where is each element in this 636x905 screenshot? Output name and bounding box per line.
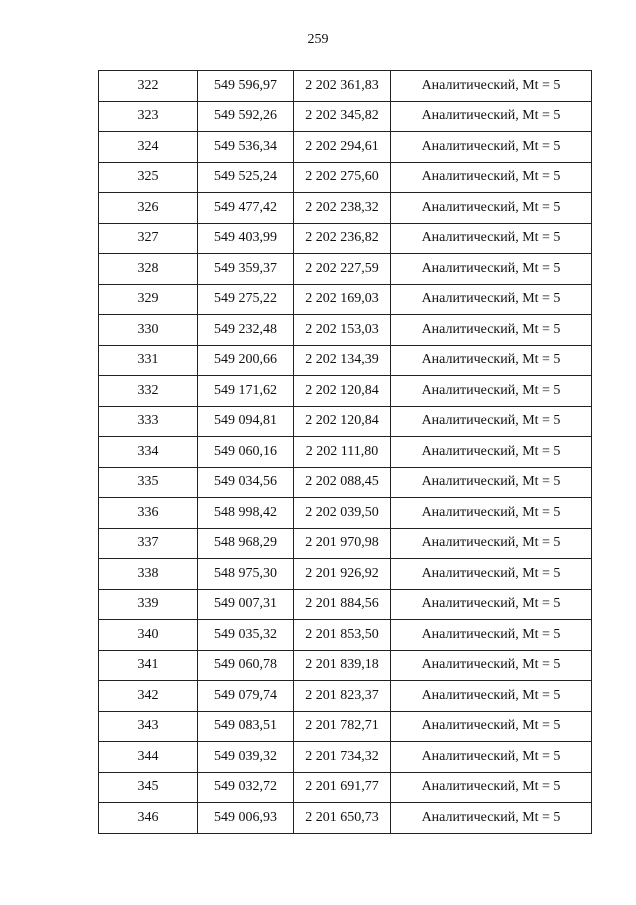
point-number-cell: 343	[99, 711, 198, 742]
y-coordinate-cell: 2 201 650,73	[294, 803, 391, 834]
y-coordinate-cell: 2 201 839,18	[294, 650, 391, 681]
y-coordinate-cell: 2 202 134,39	[294, 345, 391, 376]
y-coordinate-cell: 2 202 236,82	[294, 223, 391, 254]
method-cell: Аналитический, Mt = 5	[391, 101, 592, 132]
point-number-cell: 323	[99, 101, 198, 132]
table-row	[99, 742, 592, 773]
point-number-cell: 345	[99, 772, 198, 803]
table-row	[99, 71, 592, 102]
point-number-cell: 334	[99, 437, 198, 468]
y-coordinate-cell: 2 202 275,60	[294, 162, 391, 193]
y-coordinate-cell: 2 202 345,82	[294, 101, 391, 132]
x-coordinate-cell: 549 032,72	[198, 772, 294, 803]
point-number-cell: 339	[99, 589, 198, 620]
table-row	[99, 437, 592, 468]
point-number-cell: 346	[99, 803, 198, 834]
y-coordinate-cell: 2 201 823,37	[294, 681, 391, 712]
y-coordinate-cell: 2 202 361,83	[294, 71, 391, 102]
y-coordinate-cell: 2 202 111,80	[294, 437, 391, 468]
point-number-cell: 341	[99, 650, 198, 681]
table-row	[99, 376, 592, 407]
x-coordinate-cell: 548 968,29	[198, 528, 294, 559]
x-coordinate-cell: 549 477,42	[198, 193, 294, 224]
table-row	[99, 406, 592, 437]
table-row	[99, 467, 592, 498]
table-row	[99, 498, 592, 529]
x-coordinate-cell: 548 975,30	[198, 559, 294, 590]
x-coordinate-cell: 549 232,48	[198, 315, 294, 346]
x-coordinate-cell: 549 403,99	[198, 223, 294, 254]
method-cell: Аналитический, Mt = 5	[391, 742, 592, 773]
y-coordinate-cell: 2 201 853,50	[294, 620, 391, 651]
method-cell: Аналитический, Mt = 5	[391, 437, 592, 468]
x-coordinate-cell: 549 592,26	[198, 101, 294, 132]
y-coordinate-cell: 2 201 734,32	[294, 742, 391, 773]
table-row	[99, 315, 592, 346]
method-cell: Аналитический, Mt = 5	[391, 589, 592, 620]
point-number-cell: 344	[99, 742, 198, 773]
coordinates-table	[98, 70, 592, 834]
x-coordinate-cell: 548 998,42	[198, 498, 294, 529]
method-cell: Аналитический, Mt = 5	[391, 406, 592, 437]
method-cell: Аналитический, Mt = 5	[391, 284, 592, 315]
method-cell: Аналитический, Mt = 5	[391, 620, 592, 651]
y-coordinate-cell: 2 201 691,77	[294, 772, 391, 803]
x-coordinate-cell: 549 200,66	[198, 345, 294, 376]
x-coordinate-cell: 549 034,56	[198, 467, 294, 498]
y-coordinate-cell: 2 202 088,45	[294, 467, 391, 498]
method-cell: Аналитический, Mt = 5	[391, 498, 592, 529]
x-coordinate-cell: 549 007,31	[198, 589, 294, 620]
y-coordinate-cell: 2 202 153,03	[294, 315, 391, 346]
x-coordinate-cell: 549 083,51	[198, 711, 294, 742]
point-number-cell: 342	[99, 681, 198, 712]
x-coordinate-cell: 549 596,97	[198, 71, 294, 102]
table-row	[99, 559, 592, 590]
method-cell: Аналитический, Mt = 5	[391, 711, 592, 742]
table-row	[99, 193, 592, 224]
table-row	[99, 162, 592, 193]
x-coordinate-cell: 549 060,16	[198, 437, 294, 468]
point-number-cell: 328	[99, 254, 198, 285]
method-cell: Аналитический, Mt = 5	[391, 132, 592, 163]
page-number: 259	[307, 32, 329, 47]
point-number-cell: 322	[99, 71, 198, 102]
table-row	[99, 254, 592, 285]
x-coordinate-cell: 549 060,78	[198, 650, 294, 681]
y-coordinate-cell: 2 202 039,50	[294, 498, 391, 529]
point-number-cell: 327	[99, 223, 198, 254]
point-number-cell: 333	[99, 406, 198, 437]
method-cell: Аналитический, Mt = 5	[391, 803, 592, 834]
table-row	[99, 803, 592, 834]
point-number-cell: 338	[99, 559, 198, 590]
y-coordinate-cell: 2 202 238,32	[294, 193, 391, 224]
method-cell: Аналитический, Mt = 5	[391, 345, 592, 376]
method-cell: Аналитический, Mt = 5	[391, 650, 592, 681]
x-coordinate-cell: 549 079,74	[198, 681, 294, 712]
y-coordinate-cell: 2 201 782,71	[294, 711, 391, 742]
point-number-cell: 332	[99, 376, 198, 407]
method-cell: Аналитический, Mt = 5	[391, 254, 592, 285]
y-coordinate-cell: 2 202 120,84	[294, 406, 391, 437]
table-row	[99, 711, 592, 742]
point-number-cell: 324	[99, 132, 198, 163]
table-row	[99, 132, 592, 163]
table-row	[99, 284, 592, 315]
point-number-cell: 337	[99, 528, 198, 559]
y-coordinate-cell: 2 201 884,56	[294, 589, 391, 620]
table-row	[99, 101, 592, 132]
y-coordinate-cell: 2 202 294,61	[294, 132, 391, 163]
table-row	[99, 223, 592, 254]
table-row	[99, 650, 592, 681]
point-number-cell: 326	[99, 193, 198, 224]
table-row	[99, 620, 592, 651]
point-number-cell: 331	[99, 345, 198, 376]
method-cell: Аналитический, Mt = 5	[391, 681, 592, 712]
method-cell: Аналитический, Mt = 5	[391, 71, 592, 102]
method-cell: Аналитический, Mt = 5	[391, 528, 592, 559]
y-coordinate-cell: 2 201 970,98	[294, 528, 391, 559]
point-number-cell: 340	[99, 620, 198, 651]
x-coordinate-cell: 549 171,62	[198, 376, 294, 407]
y-coordinate-cell: 2 201 926,92	[294, 559, 391, 590]
x-coordinate-cell: 549 094,81	[198, 406, 294, 437]
method-cell: Аналитический, Mt = 5	[391, 162, 592, 193]
x-coordinate-cell: 549 275,22	[198, 284, 294, 315]
method-cell: Аналитический, Mt = 5	[391, 376, 592, 407]
y-coordinate-cell: 2 202 227,59	[294, 254, 391, 285]
point-number-cell: 329	[99, 284, 198, 315]
method-cell: Аналитический, Mt = 5	[391, 193, 592, 224]
y-coordinate-cell: 2 202 120,84	[294, 376, 391, 407]
point-number-cell: 335	[99, 467, 198, 498]
method-cell: Аналитический, Mt = 5	[391, 315, 592, 346]
point-number-cell: 330	[99, 315, 198, 346]
point-number-cell: 325	[99, 162, 198, 193]
x-coordinate-cell: 549 359,37	[198, 254, 294, 285]
table-row	[99, 772, 592, 803]
method-cell: Аналитический, Mt = 5	[391, 559, 592, 590]
table-row	[99, 589, 592, 620]
point-number-cell: 336	[99, 498, 198, 529]
x-coordinate-cell: 549 525,24	[198, 162, 294, 193]
x-coordinate-cell: 549 039,32	[198, 742, 294, 773]
method-cell: Аналитический, Mt = 5	[391, 223, 592, 254]
x-coordinate-cell: 549 536,34	[198, 132, 294, 163]
x-coordinate-cell: 549 006,93	[198, 803, 294, 834]
method-cell: Аналитический, Mt = 5	[391, 772, 592, 803]
method-cell: Аналитический, Mt = 5	[391, 467, 592, 498]
table-row	[99, 681, 592, 712]
table-row	[99, 528, 592, 559]
coordinates-table-body	[99, 71, 592, 834]
table-row	[99, 345, 592, 376]
x-coordinate-cell: 549 035,32	[198, 620, 294, 651]
y-coordinate-cell: 2 202 169,03	[294, 284, 391, 315]
